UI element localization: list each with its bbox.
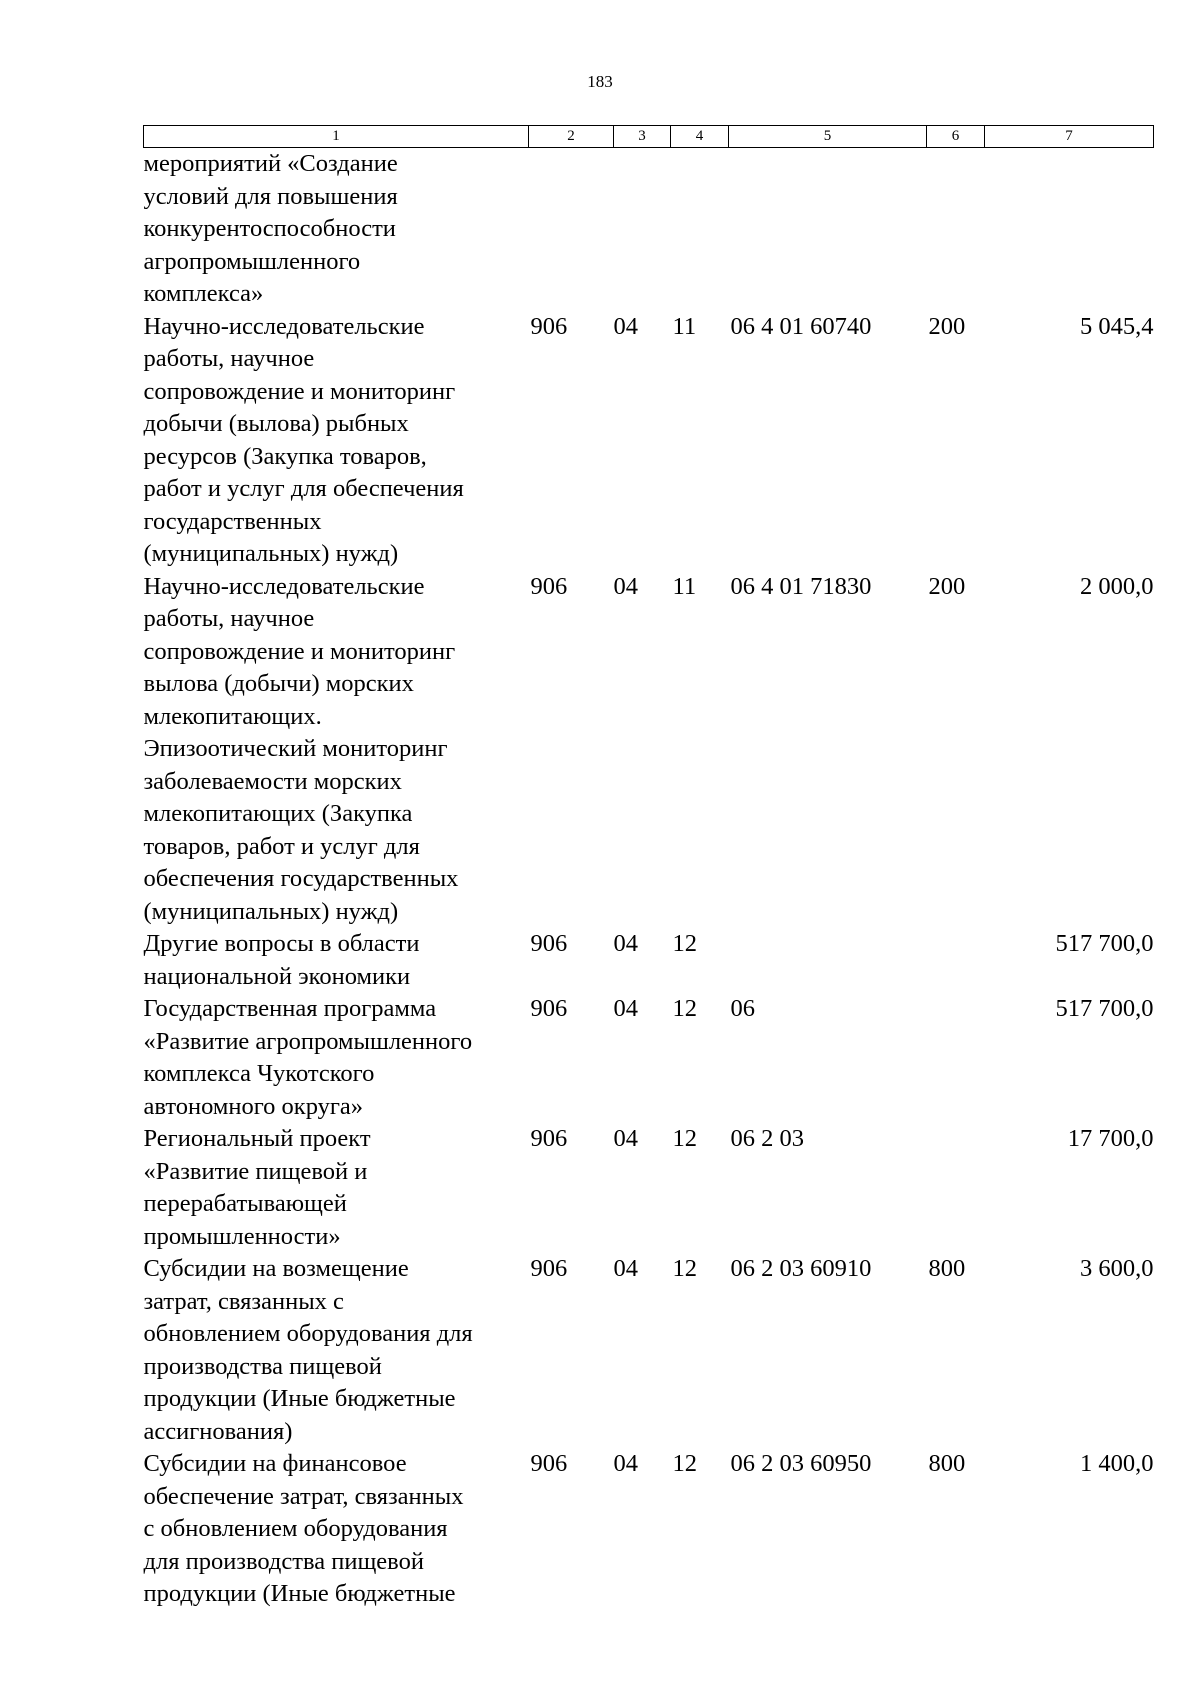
section-code-cell	[614, 148, 671, 311]
subsection-code-cell: 12	[672, 930, 697, 957]
item-name-line: производства пищевой	[143, 1352, 382, 1380]
item-name-line: сопровождение и мониторинг	[143, 377, 456, 405]
item-name-cell	[144, 1123, 529, 1253]
item-name-line: Государственная программа	[143, 995, 437, 1022]
subsection-code-cell: 11	[672, 572, 697, 600]
target-article-cell: 06 2 03	[730, 1125, 804, 1152]
item-name-line: перерабатывающей	[143, 1190, 347, 1217]
section-code-cell: 04	[613, 572, 638, 600]
amount-cell: 1 400,0	[1080, 1450, 1154, 1477]
section-code-cell: 04	[613, 1125, 638, 1152]
table-body	[144, 148, 1154, 1611]
table-row	[144, 1253, 1154, 1448]
ministry-code-cell: 906	[530, 930, 568, 957]
item-name-line: Научно-исследовательские	[143, 572, 425, 600]
ministry-code-cell: 906	[530, 572, 568, 600]
item-name-line: «Развитие пищевой и	[143, 1157, 368, 1185]
expense-type-cell	[927, 928, 985, 993]
item-name-line: продукции (Иные бюджетные	[143, 1580, 456, 1607]
expense-type-cell	[927, 1123, 985, 1253]
expense-type-cell	[927, 148, 985, 311]
section-code-cell: 04	[613, 930, 638, 957]
item-name-line: вылова (добычи) морских	[143, 670, 414, 697]
item-name-line: агропромышленного	[143, 247, 361, 275]
item-name-cell	[144, 148, 529, 311]
item-name-line: Эпизоотический мониторинг	[143, 735, 448, 762]
column-header-4: 4	[671, 126, 729, 148]
target-article-cell: 06 2 03 60910	[730, 1255, 872, 1282]
item-name-line: комплекса»	[143, 280, 264, 307]
column-header-7: 7	[985, 126, 1154, 148]
table-row	[144, 148, 1154, 311]
page-number: 183	[587, 72, 613, 91]
column-header-6: 6	[927, 126, 985, 148]
amount-cell: 17 700,0	[1067, 1125, 1154, 1152]
expense-type-cell	[927, 993, 985, 1123]
item-name-line: работ и услуг для обеспечения	[143, 475, 464, 502]
amount-cell: 2 000,0	[1080, 572, 1154, 600]
item-name-line: обновлением оборудования для	[143, 1320, 473, 1347]
target-article-cell: 06	[730, 995, 755, 1022]
subsection-code-cell: 12	[672, 1450, 697, 1477]
item-name-line: работы, научное	[143, 345, 315, 372]
table-row	[144, 571, 1154, 929]
target-article-cell: 06 4 01 60740	[730, 312, 872, 340]
item-name-line: для производства пищевой	[143, 1547, 424, 1575]
item-name-line: заболеваемости морских	[143, 767, 402, 795]
section-code-cell: 04	[613, 1450, 638, 1477]
table-row	[144, 1448, 1154, 1611]
item-name-line: работы, научное	[143, 605, 315, 632]
ministry-code-cell: 906	[530, 1125, 568, 1152]
column-header-3: 3	[614, 126, 671, 148]
item-name-line: млекопитающих.	[143, 702, 322, 730]
item-name-line: мероприятий «Создание	[143, 150, 398, 177]
item-name-line: конкурентоспособности	[143, 215, 396, 242]
item-name-line: затрат, связанных с	[143, 1287, 344, 1315]
item-name-cell	[144, 928, 529, 993]
item-name-line: с обновлением оборудования	[143, 1515, 448, 1542]
subsection-code-cell: 12	[672, 995, 697, 1022]
item-name-cell	[144, 311, 529, 571]
item-name-line: национальной экономики	[143, 962, 411, 990]
item-name-line: автономного округа»	[143, 1092, 364, 1120]
amount-cell: 5 045,4	[1080, 312, 1154, 340]
amount-cell	[985, 148, 1154, 311]
item-name-line: добычи (вылова) рыбных	[143, 410, 409, 437]
subsection-code-cell: 12	[672, 1255, 697, 1282]
item-name-line: государственных	[143, 507, 322, 535]
target-article-cell	[729, 148, 927, 311]
column-header-2: 2	[529, 126, 614, 148]
expense-type-cell: 200	[928, 572, 966, 600]
section-code-cell: 04	[613, 995, 638, 1022]
subsection-code-cell: 11	[672, 312, 697, 340]
ministry-code-cell	[529, 148, 614, 311]
table-row	[144, 1123, 1154, 1253]
item-name-line: Другие вопросы в области	[143, 930, 420, 957]
ministry-code-cell: 906	[530, 312, 568, 340]
item-name-line: продукции (Иные бюджетные	[143, 1385, 456, 1412]
section-code-cell: 04	[613, 1255, 638, 1282]
table-row	[144, 928, 1154, 993]
section-code-cell: 04	[613, 312, 638, 340]
ministry-code-cell: 906	[530, 995, 568, 1022]
column-header-5: 5	[729, 126, 927, 148]
target-article-cell	[729, 928, 927, 993]
item-name-line: обеспечение затрат, связанных	[143, 1482, 464, 1510]
ministry-code-cell: 906	[530, 1255, 568, 1282]
expense-type-cell: 800	[928, 1255, 966, 1282]
budget-table	[143, 125, 1154, 1611]
item-name-line: ассигнования)	[143, 1417, 293, 1445]
ministry-code-cell: 906	[530, 1450, 568, 1477]
item-name-line: Субсидии на возмещение	[143, 1255, 409, 1282]
item-name-cell	[144, 1448, 529, 1611]
amount-cell: 3 600,0	[1080, 1255, 1154, 1282]
item-name-line: товаров, работ и услуг для	[143, 832, 420, 860]
column-header-1: 1	[144, 126, 529, 148]
item-name-line: (муниципальных) нужд)	[143, 540, 399, 567]
target-article-cell: 06 2 03 60950	[730, 1450, 872, 1477]
amount-cell: 517 700,0	[1055, 995, 1154, 1022]
expense-type-cell: 800	[928, 1450, 966, 1477]
table-row	[144, 993, 1154, 1123]
item-name-cell	[144, 571, 529, 929]
item-name-cell	[144, 1253, 529, 1448]
subsection-code-cell	[671, 148, 729, 311]
table-row	[144, 311, 1154, 571]
item-name-line: комплекса Чукотского	[143, 1060, 375, 1087]
item-name-line: Региональный проект	[143, 1125, 371, 1152]
item-name-line: сопровождение и мониторинг	[143, 637, 456, 665]
item-name-line: условий для повышения	[143, 182, 398, 210]
item-name-line: млекопитающих (Закупка	[143, 800, 413, 827]
item-name-line: промышленности»	[143, 1222, 341, 1250]
expense-type-cell: 200	[928, 312, 966, 340]
item-name-line: ресурсов (Закупка товаров,	[143, 442, 427, 470]
item-name-line: Субсидии на финансовое	[143, 1450, 407, 1477]
subsection-code-cell: 12	[672, 1125, 697, 1152]
item-name-line: (муниципальных) нужд)	[143, 897, 399, 925]
item-name-line: Научно-исследовательские	[143, 312, 425, 340]
amount-cell: 517 700,0	[1055, 930, 1154, 957]
item-name-cell	[144, 993, 529, 1123]
column-number-row	[144, 126, 1154, 148]
target-article-cell: 06 4 01 71830	[730, 572, 872, 600]
item-name-line: обеспечения государственных	[143, 865, 459, 892]
item-name-line: «Развитие агропромышленного	[143, 1027, 473, 1055]
